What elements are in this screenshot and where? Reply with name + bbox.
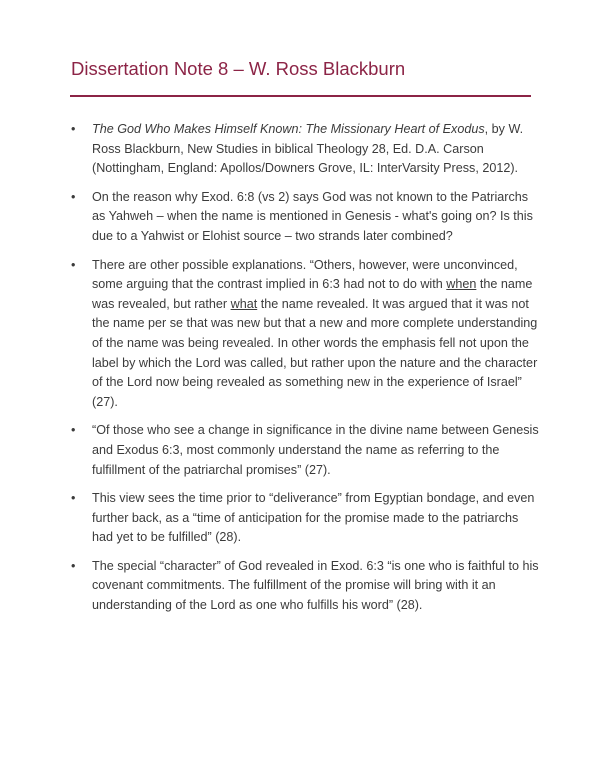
book-title: The God Who Makes Himself Known: The Missionary Heart of Exodus [92, 122, 485, 136]
note-text: This view sees the time prior to “deliverance” from Egyptian bondage, and even further back, as a “time of anticipation for the promise made to the patriarchs had yet to be fulfilled” (28). [92, 491, 535, 545]
note-text: On the reason why Exod. 6:8 (vs 2) says God was not known to the Patriarchs as Yahweh – when the name is mentioned in Genesis - what's going on? Is this due to a Yahwist or Elohist source – two strands later combined? [92, 189, 533, 243]
bullet-icon: • [71, 257, 76, 272]
note-text: There are other possible explanations. “Others, however, were unconvinced, some arguing that the contrast implied in 6:3 had not to do with [92, 257, 518, 292]
list-item [71, 421, 541, 480]
title-divider [70, 95, 531, 97]
list-item [71, 120, 541, 179]
citation-text: , by W. Ross Blackburn, New Studies in biblical Theology 28, Ed. D.A. Carson (Nottingham, England: Apollos/Downers Grove, IL: InterVarsity Press, 2012). [92, 122, 524, 176]
list-item [71, 557, 541, 616]
note-text: “Of those who see a change in significance in the divine name between Genesis and Exodus 6:3, most commonly understand the name as referring to the fulfillment of the patriarchal promises” (27). [92, 423, 539, 477]
note-text: The special “character” of God revealed in Exod. 6:3 “is one who is faithful to his covenant commitments. The fulfillment of the promise will bring with it an understanding of the Lord as one who fulfills his word” (28). [92, 558, 539, 613]
note-text: the name was revealed, but rather [92, 277, 533, 311]
bullet-icon: • [71, 558, 76, 573]
underlined-word-when: when [446, 277, 477, 292]
bullet-icon: • [71, 423, 76, 438]
notes-list [71, 120, 541, 625]
list-item [71, 188, 541, 247]
list-item [71, 489, 541, 548]
bullet-icon: • [71, 122, 76, 136]
list-item [71, 256, 541, 413]
bullet-icon: • [71, 491, 76, 506]
page-title: Dissertation Note 8 – W. Ross Blackburn [71, 58, 406, 79]
note-text: the name revealed. It was argued that it was not the name per se that was new but that a new and more complete understanding of the name was being revealed. In other words the emphasis fell not upon the label by which the Lord was called, but rather upon the nature and the character of the Lord now being revealed as something new in the experience of Israel” (27). [92, 296, 538, 409]
bullet-icon: • [71, 189, 76, 204]
underlined-word-what: what [230, 296, 258, 311]
